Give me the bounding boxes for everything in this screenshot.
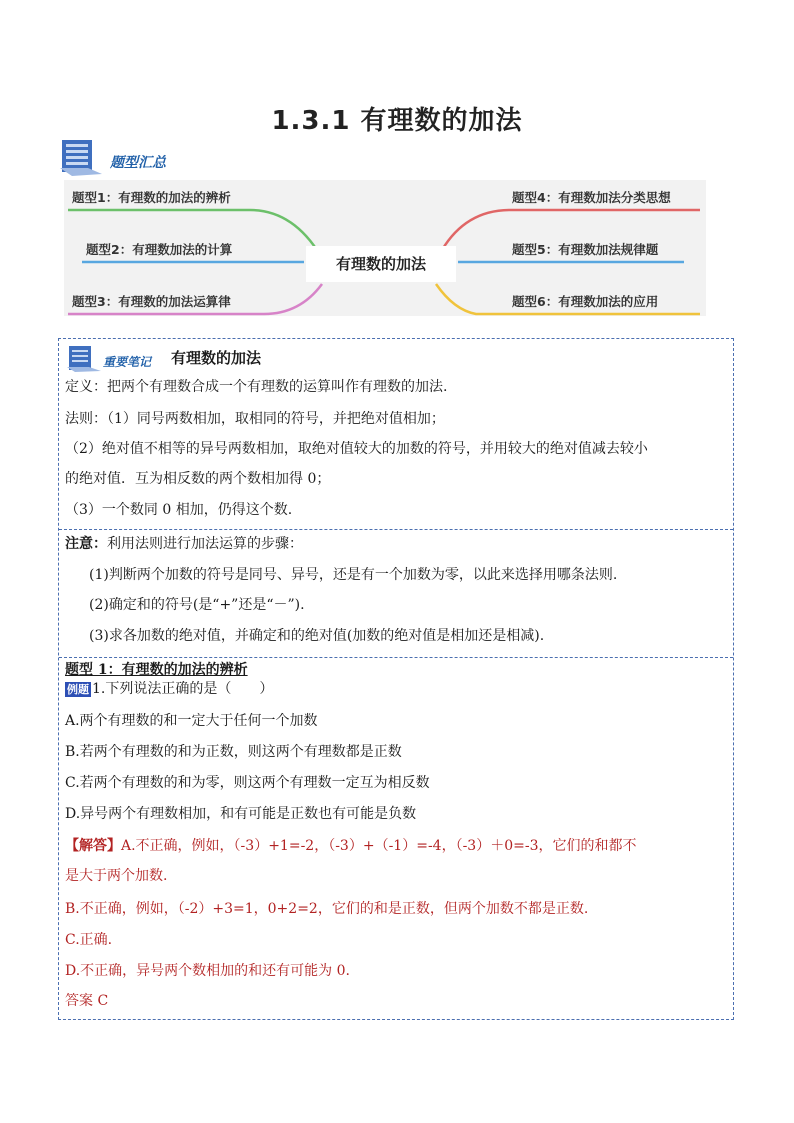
answer-b: B.不正确，例如，（-2）+3=1，0+2=2，它们的和是正数，但两个加数不都是正数. — [65, 901, 589, 917]
rule-2-text-line2: 的绝对值．互为相反数的两个数相加得 0； — [65, 471, 331, 487]
attention-line — [65, 534, 727, 554]
step-1-text: (1)判断两个加数的符号是同号、异号，还是有一个加数为零，以此来选择用哪条法则. — [89, 567, 618, 583]
option-a: A.两个有理数的和一定大于任何一个加数 — [65, 713, 318, 729]
rule-3-text: （3）一个数同 0 相加，仍得这个数. — [65, 502, 293, 518]
topic-1-heading: 题型 1：有理数的加法的辨析 — [65, 662, 248, 678]
book-icon — [58, 138, 106, 178]
option-c: C.若两个有理数的和为零，则这两个有理数一定互为相反数 — [65, 775, 430, 791]
answer-label: 【解答】 — [65, 838, 121, 854]
topic-6-label: 题型6：有理数加法的应用 — [512, 294, 659, 309]
option-b: B.若两个有理数的和为正数，则这两个有理数都是正数 — [65, 744, 402, 760]
answer-c: C.正确. — [65, 932, 113, 948]
page-title: 1.3.1 有理数的加法 — [271, 106, 523, 136]
topic-4-label: 题型4：有理数加法分类思想 — [512, 190, 671, 205]
topic-2-label: 题型2：有理数加法的计算 — [86, 242, 233, 257]
example-tag: 例题 — [67, 683, 89, 696]
definition-text: 定义：把两个有理数合成一个有理数的运算叫作有理数的加法. — [65, 379, 448, 395]
answer-d: D.不正确，异号两个数相加的和还有可能为 0. — [65, 963, 350, 979]
answer-a-line1 — [65, 836, 727, 856]
question-line — [65, 679, 727, 699]
notes-box — [58, 338, 734, 1020]
summary-heading — [58, 138, 198, 178]
final-answer: 答案 C — [65, 993, 109, 1009]
rule-2-text-line1: （2）绝对值不相等的异号两数相加，取绝对值较大的加数的符号，并用较大的绝对值减去较小 — [65, 441, 648, 457]
mindmap-center: 有理数的加法 — [306, 246, 456, 282]
step-3-text: (3)求各加数的绝对值，并确定和的绝对值(加数的绝对值是相加还是相减). — [89, 628, 545, 644]
notes-title: 有理数的加法 — [171, 349, 262, 367]
attention-label: 注意： — [65, 536, 107, 552]
topic-5-label: 题型5：有理数加法规律题 — [512, 242, 659, 257]
summary-label: 题型汇总 — [110, 155, 166, 171]
answer-a-line2: 是大于两个加数. — [65, 868, 168, 884]
attention-text: 利用法则进行加法运算的步骤： — [107, 536, 303, 552]
topic-3-label: 题型3：有理数的加法运算律 — [72, 294, 231, 309]
rule-1-text: 法则：（1）同号两数相加，取相同的符号，并把绝对值相加； — [65, 411, 445, 427]
topic-1-label: 题型1：有理数的加法的辨析 — [72, 190, 231, 205]
topic-mindmap — [64, 180, 706, 316]
question-text: 1.下列说法正确的是（ ） — [92, 681, 274, 697]
section-divider — [59, 657, 733, 658]
note-icon-label: 重要笔记 — [103, 355, 152, 369]
section-divider — [59, 529, 733, 530]
option-d: D.异号两个有理数相加，和有可能是正数也有可能是负数 — [65, 806, 417, 822]
answer-a-text: A.不正确，例如，（-3）+1=-2，（-3）+（-1）=-4，（-3）＋0=-3，它们的和都不 — [121, 838, 637, 854]
step-2-text: (2)确定和的符号(是“+”还是“－”). — [89, 597, 305, 613]
